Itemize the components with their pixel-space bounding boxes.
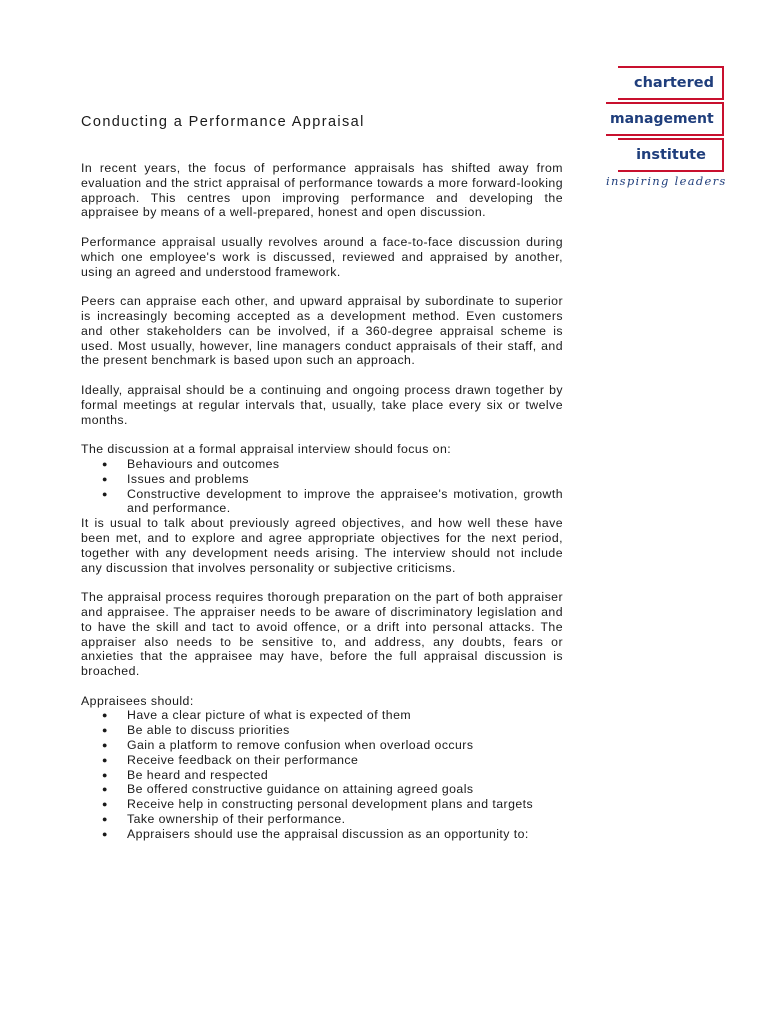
list-item bbox=[81, 472, 563, 487]
paragraph-ongoing-process: Ideally, appraisal should be a continuing and ongoing process drawn together by formal meetings at regular intervals that, usually, take place every six or twelve months. bbox=[81, 382, 563, 427]
bullet-icon: ● bbox=[102, 754, 108, 765]
bullet-icon: ● bbox=[102, 725, 108, 736]
bullet-icon: ● bbox=[102, 828, 108, 839]
list-item bbox=[81, 738, 563, 753]
list-item bbox=[81, 708, 563, 723]
paragraph-appraisees-intro: Appraisees should: bbox=[81, 693, 194, 708]
paragraph-objectives: It is usual to talk about previously agreed objectives, and how well these have been met, and to explore and agree appropriate objectives for the next period, together with any development needs arising. The interview should not include any discussion that involves personality or subjective criticisms. bbox=[81, 516, 563, 575]
list-item bbox=[81, 812, 563, 827]
appraisees-list bbox=[81, 708, 563, 841]
paragraph-face-to-face: Performance appraisal usually revolves around a face-to-face discussion during which one employee's work is discussed, reviewed and appraised by another, using an agreed and understood framework. bbox=[81, 234, 563, 279]
list-item-text: Be heard and respected bbox=[127, 767, 269, 782]
cmi-logo bbox=[606, 66, 727, 188]
list-item-text: Gain a platform to remove confusion when overload occurs bbox=[127, 738, 474, 753]
bullet-icon: ● bbox=[102, 473, 108, 484]
bullet-icon: ● bbox=[102, 740, 108, 751]
bullet-icon: ● bbox=[102, 458, 108, 469]
logo-line-chartered: chartered bbox=[618, 66, 724, 100]
paragraph-intro: In recent years, the focus of performance appraisals has shifted away from evaluation and the strict appraisal of performance towards a more forward-looking approach. This centres upon improving performance and developing the appraisee by means of a well-prepared, honest and open discussion. bbox=[81, 161, 563, 220]
list-item bbox=[81, 827, 563, 842]
bullet-icon: ● bbox=[102, 784, 108, 795]
focus-list bbox=[81, 457, 563, 516]
bullet-icon: ● bbox=[102, 710, 108, 721]
list-item-text: Receive feedback on their performance bbox=[127, 752, 359, 767]
list-item bbox=[81, 768, 563, 783]
document-title: Conducting a Performance Appraisal bbox=[81, 114, 365, 130]
list-item-text: Have a clear picture of what is expected of them bbox=[127, 708, 412, 723]
list-item-text: Behaviours and outcomes bbox=[127, 456, 280, 471]
list-item bbox=[81, 753, 563, 768]
list-item-text: Constructive development to improve the appraisee's motivation, growth and performance. bbox=[127, 486, 563, 516]
paragraph-focus-intro: The discussion at a formal appraisal interview should focus on: bbox=[81, 442, 452, 457]
list-item-text: Appraisers should use the appraisal discussion as an opportunity to: bbox=[127, 826, 529, 841]
list-item-text: Receive help in constructing personal development plans and targets bbox=[127, 797, 534, 812]
list-item bbox=[81, 487, 563, 517]
bullet-icon: ● bbox=[102, 799, 108, 810]
list-item bbox=[81, 797, 563, 812]
bullet-icon: ● bbox=[102, 814, 108, 825]
document-body bbox=[81, 161, 563, 842]
bullet-icon: ● bbox=[102, 769, 108, 780]
bullet-icon: ● bbox=[102, 488, 108, 499]
list-item-text: Take ownership of their performance. bbox=[127, 812, 346, 827]
paragraph-preparation: The appraisal process requires thorough preparation on the part of both appraiser and appraisee. The appraiser needs to be aware of discriminatory legislation and to have the skill and tact to avoid offence, or a drift into personal attacks. The appraiser also needs to be sensitive to, and address, any doubts, fears or anxieties that the appraisee may have, before the full appraisal discussion is broached. bbox=[81, 590, 563, 679]
logo-tagline: inspiring leaders bbox=[606, 174, 727, 188]
logo-line-management: management bbox=[606, 102, 724, 136]
list-item bbox=[81, 723, 563, 738]
logo-line-institute: institute bbox=[618, 138, 724, 172]
paragraph-peers: Peers can appraise each other, and upward appraisal by subordinate to superior is increasingly becoming accepted as a development method. Even customers and other stakeholders can be involved, if a 360-degree appraisal scheme is used. Most usually, however, line managers conduct appraisals of their staff, and the present benchmark is based upon such an approach. bbox=[81, 294, 563, 368]
list-item bbox=[81, 782, 563, 797]
list-item-text: Be able to discuss priorities bbox=[127, 723, 290, 738]
list-item-text: Issues and problems bbox=[127, 471, 250, 486]
list-item bbox=[81, 457, 563, 472]
list-item-text: Be offered constructive guidance on attaining agreed goals bbox=[127, 782, 474, 797]
